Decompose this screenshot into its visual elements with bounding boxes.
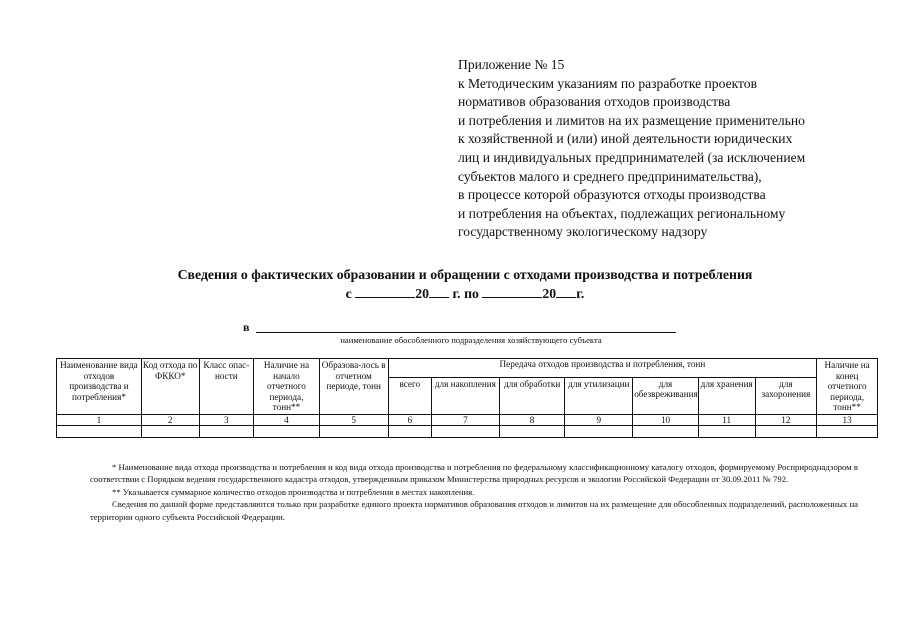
table-cell[interactable]: [141, 425, 199, 437]
column-number: 1: [57, 414, 142, 425]
appendix-line-8: в процессе которой образуются отходы производства: [458, 187, 766, 203]
column-number: 6: [388, 414, 431, 425]
col-header-total: всего: [388, 377, 431, 414]
appendix-line-7: субъектов малого и среднего предпринимательства),: [458, 168, 762, 184]
appendix-line-9: и потребления на объектах, подлежащих региональному: [458, 205, 786, 221]
col-header-formed: Образова-лось в отчетном периоде, тонн: [319, 359, 388, 415]
subdivision-prefix: в: [243, 320, 250, 334]
report-period-line: [0, 284, 905, 303]
table-cell[interactable]: [755, 425, 817, 437]
period-to-date-blank[interactable]: [482, 284, 542, 298]
period-from-year-blank[interactable]: [429, 284, 449, 298]
col-header-processing: для обработки: [499, 377, 565, 414]
column-number: 13: [817, 414, 878, 425]
table-cell[interactable]: [57, 425, 142, 437]
subdivision-caption: наименование обособленного подразделения хозяйствующего субъекта: [340, 335, 602, 345]
column-number: 2: [141, 414, 199, 425]
period-year-suffix: г.: [576, 286, 585, 301]
footnote-single-asterisk: * Наименование вида отхода производства и потребления и код вида отхода производства и потребления по федеральному классификационному каталогу отходов, формируемому Росприроднадзором в соответствии с Порядком ведения государственного кадастра отходов, утвержденным приказом Министерства природных ресурсов и экологии Российской Федерации от 30.09.2011 № 792.: [90, 462, 858, 485]
col-header-burial: для захоронения: [755, 377, 817, 414]
appendix-line-1: Приложение № 15: [458, 57, 565, 72]
table-cell[interactable]: [565, 425, 633, 437]
col-header-start-balance: Наличие на начало отчетного периода, тонн**: [254, 359, 320, 415]
col-header-hazard-class: Класс опас-ности: [199, 359, 254, 415]
column-number: 5: [319, 414, 388, 425]
table-row: [57, 425, 878, 437]
appendix-line-6: лиц и индивидуальных предпринимателей (за исключением: [458, 149, 806, 165]
column-number: 12: [755, 414, 817, 425]
table-cell[interactable]: [633, 425, 699, 437]
column-number: 10: [633, 414, 699, 425]
table-cell[interactable]: [388, 425, 431, 437]
col-header-end-balance: Наличие на конец отчетного периода, тонн**: [817, 359, 878, 415]
waste-table: [56, 358, 878, 438]
document-title: Сведения о фактических образовании и обращении с отходами производства и потребления: [177, 267, 753, 282]
col-header-transfer-group: Передача отходов производства и потребления, тонн: [388, 359, 817, 378]
table-cell[interactable]: [698, 425, 755, 437]
footnote-double-asterisk: ** Указывается суммарное количество отходов производства и потребления в местах накопления.: [112, 486, 475, 497]
col-header-waste-name: Наименование вида отходов производства и потребления*: [57, 359, 142, 415]
table-cell[interactable]: [817, 425, 878, 437]
col-header-utilization: для утилизации: [565, 377, 633, 414]
col-header-accumulation: для накопления: [432, 377, 500, 414]
period-from-label: с: [345, 286, 352, 301]
column-number-row: [57, 414, 878, 425]
subdivision-name-blank[interactable]: [256, 332, 676, 333]
period-from-year: 20: [415, 286, 430, 301]
column-number: 9: [565, 414, 633, 425]
appendix-line-4: и потребления и лимитов на их размещение применительно: [458, 112, 805, 128]
appendix-line-3: нормативов образования отходов производства: [458, 94, 731, 110]
footnote-submission-note: Сведения по данной форме представляются только при разработке единого проекта нормативов образования отходов и лимитов на их размещение для обособленных подразделений, расположенных на территории одного субъекта Российской Федерации.: [90, 499, 858, 522]
table-cell[interactable]: [199, 425, 254, 437]
column-number: 7: [432, 414, 500, 425]
period-to-year: 20: [542, 286, 557, 301]
period-to-year-blank[interactable]: [556, 284, 576, 298]
column-number: 8: [499, 414, 565, 425]
period-from-date-blank[interactable]: [355, 284, 415, 298]
table-cell[interactable]: [499, 425, 565, 437]
col-header-fkko-code: Код отхода по ФККО*: [141, 359, 199, 415]
table-cell[interactable]: [432, 425, 500, 437]
column-number: 11: [698, 414, 755, 425]
period-to-label: г. по: [452, 286, 479, 301]
footnotes: [90, 461, 858, 523]
appendix-line-2: к Методическим указаниям по разработке проектов: [458, 75, 758, 91]
table-cell[interactable]: [254, 425, 320, 437]
appendix-line-10: государственному экологическому надзору: [458, 224, 708, 240]
table-cell[interactable]: [319, 425, 388, 437]
appendix-line-5: к хозяйственной и (или) иной деятельности юридических: [458, 131, 793, 147]
col-header-storage: для хранения: [698, 377, 755, 414]
column-number: 4: [254, 414, 320, 425]
appendix-block: [458, 56, 805, 242]
col-header-neutralization: для обезвреживания: [633, 377, 699, 414]
column-number: 3: [199, 414, 254, 425]
